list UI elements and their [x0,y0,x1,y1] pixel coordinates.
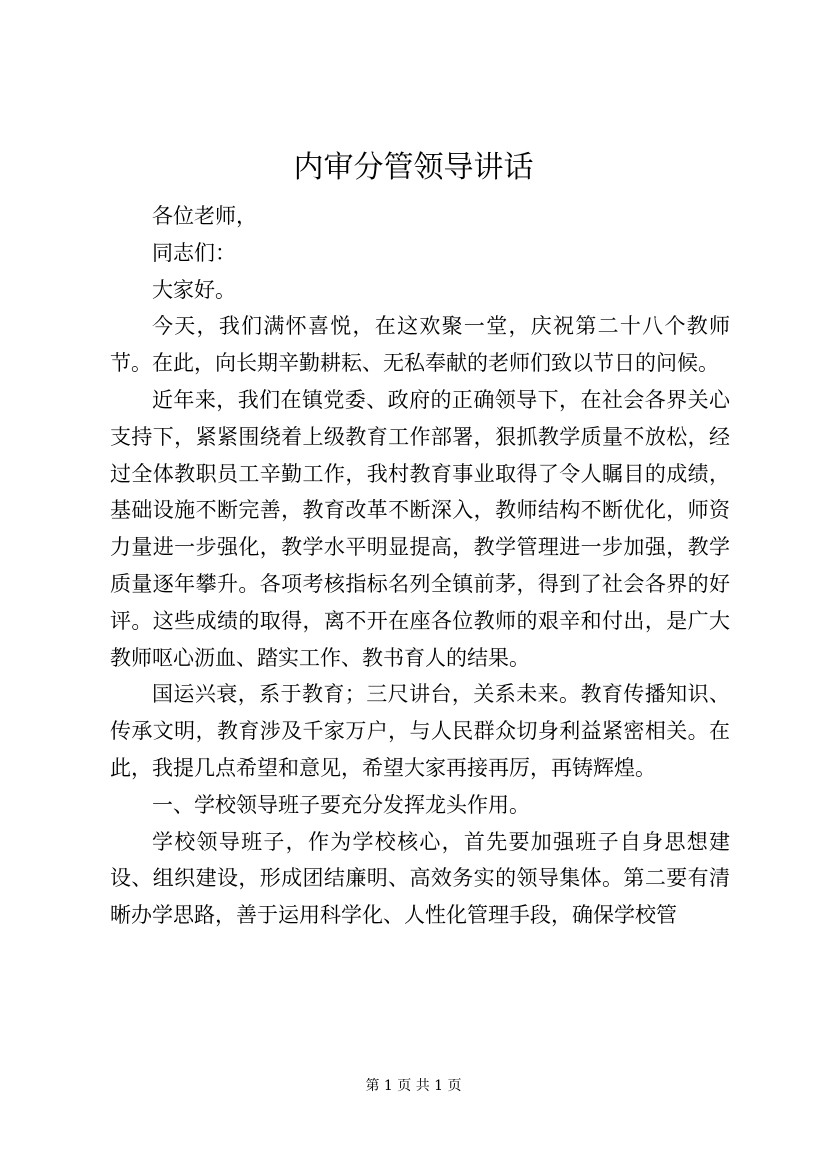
document-title: 内审分管领导讲话 [293,150,534,185]
salutation-teachers: 各位老师， [152,204,257,228]
paragraph-teachers-day: 今天，我们满怀喜悦，在这欢聚一堂，庆祝第二十八个教师节。在此，向长期辛勤耕耘、无私奉献的老师们致以节日的问候。 [110,314,730,376]
greeting: 大家好。 [152,277,236,302]
paragraph-achievements: 近年来，我们在镇党委、政府的正确领导下，在社会各界关心支持下，紧紧围绕着上级教育工作部署，狠抓教学质量不放松，经过全体教职员工辛勤工作，我村教育事业取得了令人瞩目的成绩，基础设施不断完善，教育改革不断深入，教师结构不断优化，师资力量进一步强化，教学水平明显提高，教学管理进一步加强，教学质量逐年攀升。各项考核指标名列全镇前茅，得到了社会各界的好评。这些成绩的取得，离不开在座各位教师的艰辛和付出，是广大教师呕心沥血、踏实工作、教书育人的结果。 [110,387,730,670]
section-heading-leadership: 一、学校领导班子要充分发挥龙头作用。 [152,792,530,817]
page-footer: 第 1 页 共 1 页 [365,1078,462,1094]
paragraph-leadership: 学校领导班子，作为学校核心，首先要加强班子自身思想建设、组织建设，形成团结廉明、高效务实的领导集体。第二要有清晰办学思路，善于运用科学化、人性化管理手段，确保学校管 [110,829,730,928]
salutation-comrades: 同志们： [152,240,236,265]
paragraph-education-importance: 国运兴衰，系于教育；三尺讲台，关系未来。教育传播知识、传承文明，教育涉及千家万户，与人民群众切身利益紧密相关。在此，我提几点希望和意见，希望大家再接再厉，再铸辉煌。 [110,682,730,780]
document-body [110,198,730,934]
